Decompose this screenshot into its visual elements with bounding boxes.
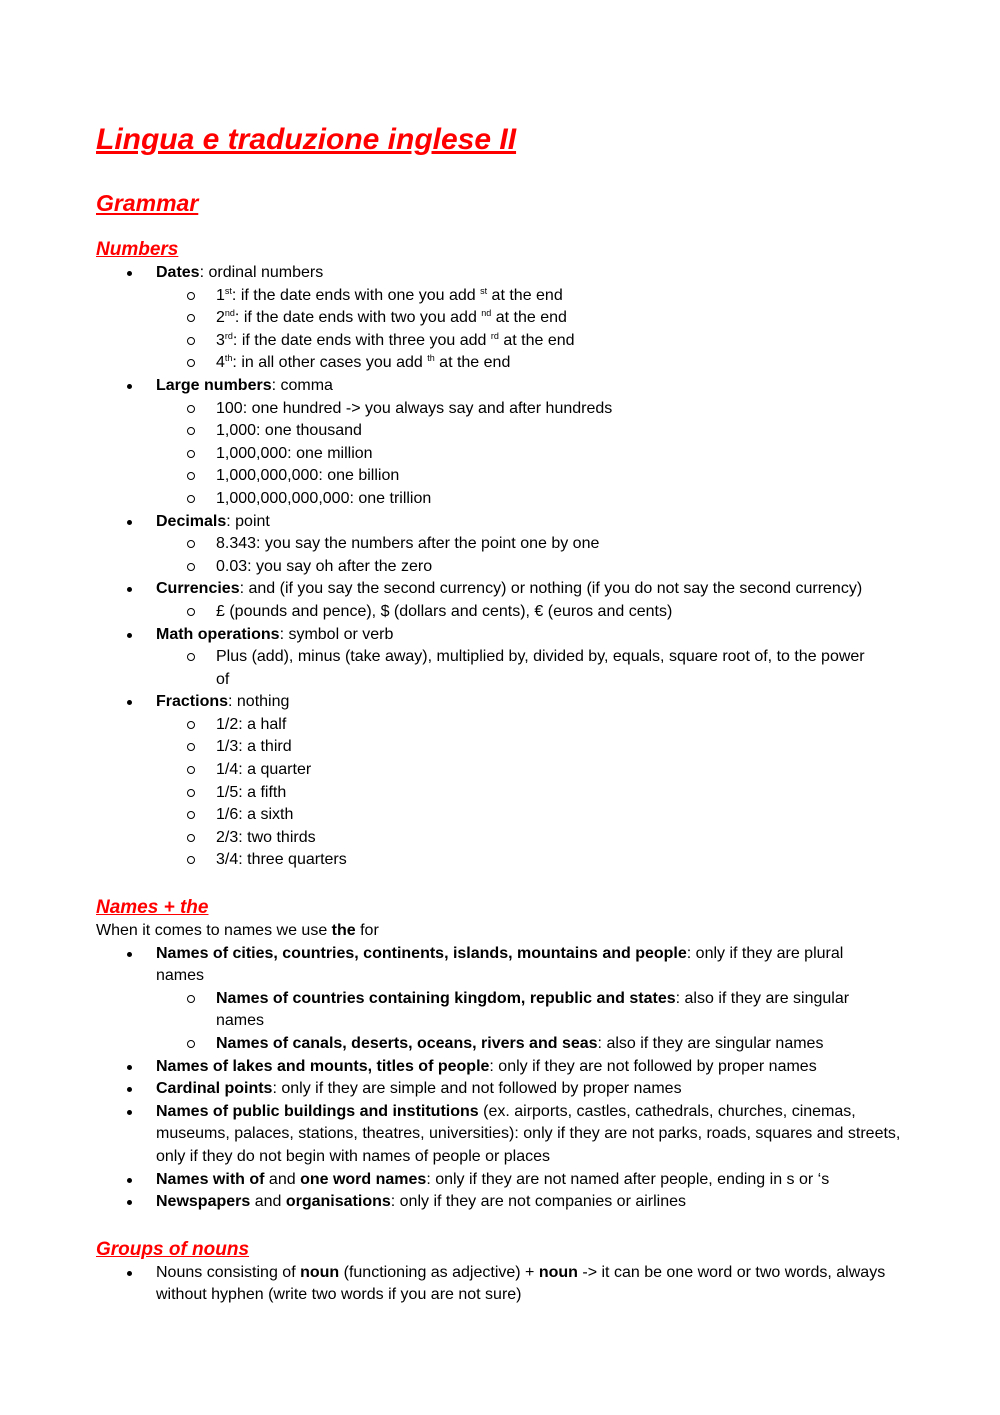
- list-item: Nouns consisting of noun (functioning as adjective) + noun -> it can be one word or two words, always without hyphen (write two words if you are not sure): [96, 1262, 920, 1307]
- heading-numbers: Numbers: [96, 239, 179, 260]
- list-item: 100: one hundred -> you always say and after hundreds: [96, 398, 920, 421]
- list-item: 2nd: if the date ends with two you add $^{nd}$ at the end: [96, 307, 920, 330]
- names-list: [96, 943, 920, 1214]
- decimals-sublist: [156, 533, 920, 578]
- dates-sublist: [156, 285, 920, 375]
- names-intro: When it comes to names we use the for: [96, 922, 379, 940]
- list-item-math-operations: Math operations: symbol or verb Plus (add), minus (take away), multiplied by, divided by, equals, square root of, to the power of: [96, 624, 920, 692]
- section-heading-grammar: Grammar: [96, 190, 199, 216]
- list-item: Names of canals, deserts, oceans, rivers and seas: also if they are singular names: [96, 1033, 890, 1056]
- list-item: 1,000,000: one million: [96, 443, 920, 466]
- list-item: 3rd: if the date ends with three you add $^{rd}$ at the end: [96, 330, 920, 353]
- list-item: Cardinal points: only if they are simple and not followed by proper names: [96, 1078, 920, 1101]
- list-item: 3/4: three quarters: [96, 849, 920, 872]
- list-item: 1,000,000,000,000: one trillion: [96, 488, 920, 511]
- list-item: Names with of and one word names: only if they are not named after people, ending in s or ‘s: [96, 1169, 920, 1192]
- math-sublist: [156, 646, 920, 691]
- list-item: 4th: in all other cases you add $^{th}$ at the end: [96, 352, 920, 375]
- fractions-sublist: [156, 714, 920, 872]
- list-item-decimals: Decimals: point 8.343: you say the numbers after the point one by one 0.03: you say oh after the zero: [96, 511, 920, 579]
- heading-names-the: Names + the: [96, 897, 209, 919]
- list-item: Plus (add), minus (take away), multiplied by, divided by, equals, square root of, to the power of: [96, 646, 920, 691]
- list-item: 8.343: you say the numbers after the point one by one: [96, 533, 920, 556]
- list-item: 2/3: two thirds: [96, 827, 920, 850]
- list-item: 0.03: you say oh after the zero: [96, 556, 920, 579]
- list-item: 1/6: a sixth: [96, 804, 920, 827]
- list-item-fractions: Fractions: nothing 1/2: a half 1/3: a third 1/4: a quarter 1/5: a fifth 1/6: a sixth 2/3: two thirds 3/4: three quarters: [96, 691, 920, 872]
- list-item: 1/5: a fifth: [96, 782, 920, 805]
- list-item: 1/2: a half: [96, 714, 920, 737]
- groups-list: [96, 1262, 920, 1307]
- list-item: 1,000: one thousand: [96, 420, 920, 443]
- numbers-list: [96, 262, 920, 872]
- list-item: Names of countries containing kingdom, republic and states: also if they are singular names: [96, 988, 890, 1033]
- document-title: Lingua e traduzione inglese II: [96, 123, 517, 156]
- list-item: £ (pounds and pence), $ (dollars and cents), € (euros and cents): [96, 601, 920, 624]
- large-numbers-sublist: [156, 398, 920, 511]
- list-item: Names of cities, countries, continents, islands, mountains and people: only if they are plural names Names of countries containing kingdom, republic and states: also if they are singular names Names of canals, deserts, oceans, rivers and seas: also if they are singular names: [96, 943, 920, 1056]
- list-item: 1st: if the date ends with one you add $^{st}$ at the end: [96, 285, 920, 308]
- list-item: Newspapers and organisations: only if they are not companies or airlines: [96, 1191, 920, 1214]
- list-item: Names of public buildings and institutions (ex. airports, castles, cathedrals, churches, cinemas, museums, palaces, stations, theatres, universities): only if they are not parks, roads, squares and streets, only if they do not begin with names of people or places: [96, 1101, 920, 1169]
- list-item-currencies: Currencies: and (if you say the second currency) or nothing (if you do not say the second currency) £ (pounds and pence), $ (dollars and cents), € (euros and cents): [96, 578, 920, 623]
- list-item: 1/3: a third: [96, 736, 920, 759]
- heading-groups-of-nouns: Groups of nouns: [96, 1238, 250, 1260]
- currencies-sublist: [156, 601, 920, 624]
- list-item: 1,000,000,000: one billion: [96, 465, 920, 488]
- names-sublist: [156, 988, 890, 1056]
- list-item: Names of lakes and mounts, titles of people: only if they are not followed by proper names: [96, 1056, 920, 1079]
- list-item-dates: Dates: ordinal numbers 1st: if the date ends with one you add $^{st}$ at the end 2nd: if the date ends with two you add $^{nd}$ at the end 3rd: if the date ends with three you add $^{rd}$ at the end 4th: in all other cases you add $^{th}$ at the end: [96, 262, 920, 375]
- list-item: 1/4: a quarter: [96, 759, 920, 782]
- list-item-large-numbers: Large numbers: comma 100: one hundred -> you always say and after hundreds 1,000: one thousand 1,000,000: one million 1,000,000,000: one billion 1,000,000,000,000: one trillion: [96, 375, 920, 511]
